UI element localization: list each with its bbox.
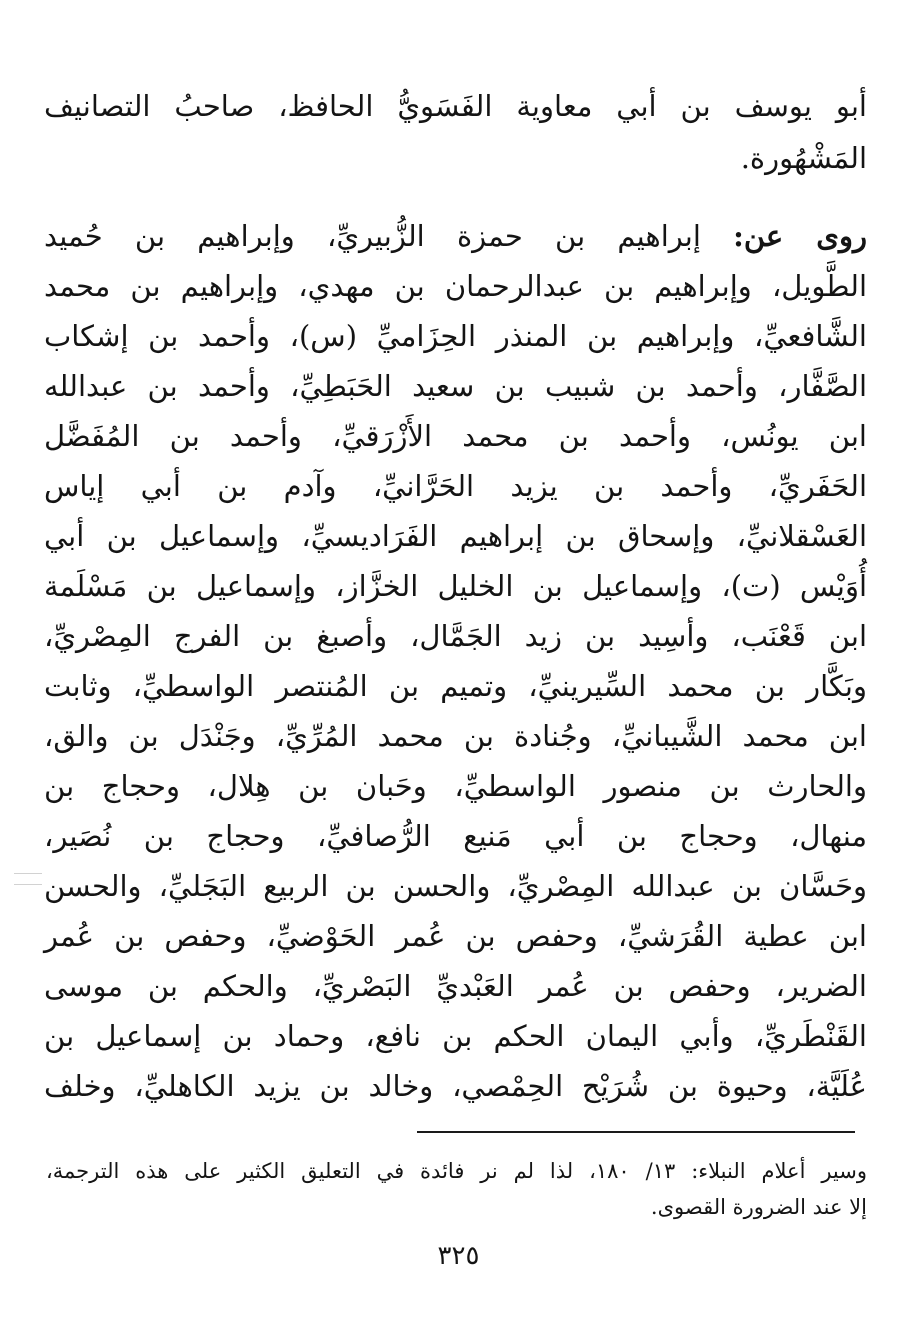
- narrated-from-heading: روى عن:: [733, 219, 867, 253]
- footnote-line: وسير أعلام النبلاء: ١٣/ ١٨٠، لذا لم نر فائدة في التعليق الكثير على هذه الترجمة،: [46, 1159, 867, 1183]
- narrator-line: وحَسَّان بن عبدالله المِصْريِّ، والحسن بن الربيع البَجَليِّ، والحسن: [44, 869, 867, 903]
- narrator-line: الشَّافعيِّ، وإبراهيم بن المنذر الحِزَاميِّ (س)، وأحمد بن إشكاب: [44, 319, 867, 353]
- intro-line: أبو يوسف بن أبي معاوية الفَسَويُّ الحافظ، صاحبُ التصانيف: [44, 89, 867, 123]
- narrated-from-first-line-text: إبراهيم بن حمزة الزُّبيريِّ، وإبراهيم بن حُميد: [44, 219, 734, 253]
- narrator-line: أُوَيْس (ت)، وإسماعيل بن الخليل الخزَّاز، وإسماعيل بن مَسْلَمة: [44, 569, 867, 603]
- scan-margin-mark: [14, 873, 42, 885]
- narrator-line: عُلَيَّة، وحيوة بن شُرَيْح الحِمْصي، وخالد بن يزيد الكاهليِّ، وخلف: [44, 1069, 867, 1103]
- narrator-line: منهال، وحجاج بن أبي مَنيع الرُّصافيِّ، وحجاج بن نُصَير،: [44, 819, 867, 853]
- narrator-line: الحَفَريِّ، وأحمد بن يزيد الحَرَّانيِّ، وآدم بن أبي إياس: [44, 469, 867, 503]
- narrator-line: العَسْقلانيِّ، وإسحاق بن إبراهيم الفَرَاديسيِّ، وإسماعيل بن أبي: [44, 519, 867, 553]
- narrator-line: ابن يونُس، وأحمد بن محمد الأَزْرَقيِّ، وأحمد بن المُفَضَّل: [44, 419, 867, 453]
- narrator-line: ابن عطية القُرَشيِّ، وحفص بن عُمر الحَوْضيِّ، وحفص بن عُمر: [44, 919, 867, 953]
- narrator-line: الضرير، وحفص بن عُمر العَبْديِّ البَصْريِّ، والحكم بن موسى: [44, 969, 867, 1003]
- narrator-line: ابن محمد الشَّيبانيِّ، وجُنادة بن محمد المُرِّيِّ، وجَنْدَل بن والق،: [44, 719, 867, 753]
- page-number: ٣٢٥: [437, 1241, 480, 1271]
- intro-line: المَشْهُورة.: [740, 141, 867, 175]
- narrator-line: الصَّفَّار، وأحمد بن شبيب بن سعيد الحَبَطِيِّ، وأحمد بن عبدالله: [44, 369, 867, 403]
- narrator-line: ابن قَعْنَب، وأسِيد بن زيد الجَمَّال، وأصبغ بن الفرج المِصْريِّ،: [44, 619, 867, 653]
- narrator-line: وبَكَّار بن محمد السِّيرينيِّ، وتميم بن المُنتصر الواسطيِّ، وثابت: [44, 669, 867, 703]
- narrator-line: والحارث بن منصور الواسطيِّ، وحَبان بن هِلال، وحجاج بن: [44, 769, 867, 803]
- narrator-line: القَنْطَريِّ، وأبي اليمان الحكم بن نافع، وحماد بن إسماعيل بن: [44, 1019, 867, 1053]
- narrated-from-first-line: [0, 210, 917, 262]
- footnote-divider: [417, 1131, 855, 1133]
- footnote-line: إلا عند الضرورة القصوى.: [650, 1195, 867, 1219]
- narrator-line: الطَّويل، وإبراهيم بن عبدالرحمان بن مهدي، وإبراهيم بن محمد: [44, 269, 867, 303]
